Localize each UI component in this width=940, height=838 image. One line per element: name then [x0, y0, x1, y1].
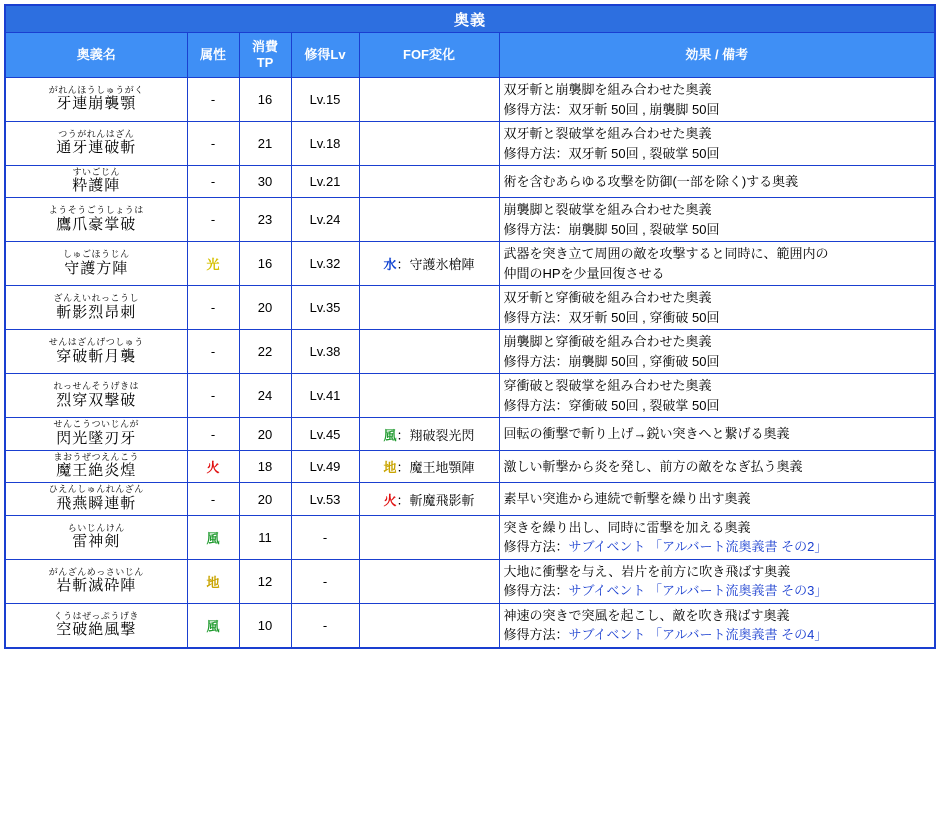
header-tp-line1: 消費: [251, 38, 278, 54]
effect-line: 修得方法：: [503, 627, 569, 643]
table-row: [5, 418, 935, 450]
effect-line: 突きを繰り出し、同時に雷撃を加える奥義: [503, 519, 751, 535]
skill-name-text: 岩斬滅砕陣: [56, 576, 137, 594]
fof-change-cell: [359, 166, 499, 198]
skill-name-text: 魔王絶炎煌: [56, 462, 137, 480]
fof-change-cell: [359, 78, 499, 122]
effect-line: 双牙斬と穿衝破を組み合わせた奥義: [503, 290, 712, 306]
fof-change-cell: [359, 418, 499, 450]
effect-cell: [499, 198, 935, 242]
effect-line: 崩襲脚と穿衝破を組み合わせた奥義: [503, 334, 712, 350]
table-header-row: [5, 33, 935, 78]
skill-name-ruby: れっせんそうげきは: [53, 381, 139, 392]
attribute-cell: [187, 374, 239, 418]
effect-line: 素早い突進から連続で斬撃を繰り出す奥義: [503, 491, 751, 507]
attribute-value: -: [210, 426, 216, 442]
table-head: [5, 5, 935, 78]
effect-line: 修得方法：穿衝破 50回 , 裂破掌 50回: [503, 397, 720, 413]
fof-change-cell: [359, 198, 499, 242]
attribute-cell: [187, 418, 239, 450]
effect-line: 修得方法：双牙斬 50回 , 崩襲脚 50回: [503, 101, 720, 117]
table-row: [5, 603, 935, 648]
effect-line: 穿衝破と裂破掌を組み合わせた奥義: [503, 378, 712, 394]
learn-level-cell: Lv.15: [291, 78, 359, 122]
effect-line: 修得方法：崩襲脚 50回 , 裂破掌 50回: [503, 221, 720, 237]
skill-name-cell: [5, 559, 187, 603]
header-effect: 効果 / 備考: [499, 33, 935, 78]
table-row: [5, 374, 935, 418]
skill-name-ruby: くうはぜっぷうげき: [53, 610, 139, 621]
skill-table: [4, 4, 936, 649]
effect-line: 神速の突きで突風を起こし、敵を吹き飛ばす奥義: [503, 607, 790, 623]
fof-change-cell: [359, 603, 499, 648]
attribute-value: 火: [206, 460, 220, 476]
attribute-cell: [187, 483, 239, 515]
attribute-cell: [187, 78, 239, 122]
skill-name-text: 守護方陣: [64, 259, 129, 277]
tp-cost-cell: 20: [239, 286, 291, 330]
table-row: [5, 78, 935, 122]
skill-name-cell: [5, 450, 187, 482]
effect-cell: [499, 286, 935, 330]
effect-line: 修得方法：: [503, 583, 569, 599]
attribute-value: 光: [206, 257, 220, 273]
table-body: [5, 78, 935, 648]
attribute-cell: [187, 166, 239, 198]
table-title: 奥義: [5, 5, 935, 33]
skill-name-text: 通牙連破斬: [56, 139, 137, 157]
attribute-value: -: [210, 212, 216, 228]
effect-line: 修得方法：双牙斬 50回 , 穿衝破 50回: [503, 309, 720, 325]
effect-cell: [499, 450, 935, 482]
fof-change-cell: [359, 515, 499, 559]
skill-name-ruby: せんこうついじんが: [53, 419, 139, 430]
fof-change-cell: [359, 330, 499, 374]
skill-name-text: 閃光墜刃牙: [56, 429, 137, 447]
header-skill-name: 奥義名: [5, 33, 187, 78]
learn-level-cell: -: [291, 515, 359, 559]
skill-name-text: 飛燕瞬連斬: [56, 494, 137, 512]
attribute-value: 風: [206, 530, 220, 546]
effect-cell: [499, 166, 935, 198]
table-row: [5, 166, 935, 198]
tp-cost-cell: 16: [239, 242, 291, 286]
table-row: [5, 242, 935, 286]
skill-name-cell: [5, 122, 187, 166]
effect-cell: [499, 515, 935, 559]
effect-cell: [499, 122, 935, 166]
tp-cost-cell: 20: [239, 418, 291, 450]
skill-name-cell: [5, 418, 187, 450]
learn-level-cell: Lv.49: [291, 450, 359, 482]
skill-name-ruby: ひえんしゅんれんざん: [48, 484, 144, 495]
tp-cost-cell: 30: [239, 166, 291, 198]
learn-level-cell: Lv.35: [291, 286, 359, 330]
attribute-cell: [187, 330, 239, 374]
effect-line: 崩襲脚と裂破掌を組み合わせた奥義: [503, 202, 712, 218]
fof-change-cell: [359, 242, 499, 286]
tp-cost-cell: 11: [239, 515, 291, 559]
subevent-link[interactable]: サブイベント 「アルバート流奥義書 その2」: [568, 539, 828, 555]
table-row: [5, 559, 935, 603]
effect-line: 武器を突き立て周囲の敵を攻撃すると同時に、範囲内の: [503, 246, 829, 262]
effect-line: 大地に衝撃を与え、岩片を前方に吹き飛ばす奥義: [503, 563, 791, 579]
attribute-cell: [187, 286, 239, 330]
attribute-value: 地: [206, 574, 220, 590]
fof-change-cell: [359, 559, 499, 603]
learn-level-cell: Lv.53: [291, 483, 359, 515]
fof-change-cell: [359, 483, 499, 515]
skill-name-text: 粋護陣: [72, 177, 121, 195]
header-learn-level: 修得Lv: [291, 33, 359, 78]
effect-cell: [499, 330, 935, 374]
fof-attribute: 地: [383, 460, 397, 476]
learn-level-cell: Lv.45: [291, 418, 359, 450]
learn-level-cell: Lv.41: [291, 374, 359, 418]
subevent-link[interactable]: サブイベント 「アルバート流奥義書 その4」: [568, 627, 828, 643]
skill-name-cell: [5, 483, 187, 515]
tp-cost-cell: 12: [239, 559, 291, 603]
learn-level-cell: Lv.21: [291, 166, 359, 198]
attribute-cell: [187, 450, 239, 482]
table-row: [5, 330, 935, 374]
fof-skill-name: ：魔王地顎陣: [396, 460, 475, 476]
fof-change-cell: [359, 122, 499, 166]
skill-name-cell: [5, 198, 187, 242]
effect-line: 仲間のHPを少量回復させる: [503, 265, 665, 281]
skill-name-ruby: がれんほうしゅうがく: [48, 84, 144, 95]
skill-name-cell: [5, 603, 187, 648]
effect-cell: [499, 483, 935, 515]
effect-line: 激しい斬撃から炎を発し、前方の敵をなぎ払う奥義: [503, 458, 803, 474]
skill-name-ruby: ようそうごうしょうは: [48, 205, 144, 216]
tp-cost-cell: 16: [239, 78, 291, 122]
attribute-value: -: [210, 344, 216, 360]
learn-level-cell: Lv.18: [291, 122, 359, 166]
effect-cell: [499, 374, 935, 418]
effect-line: 双牙斬と崩襲脚を組み合わせた奥義: [503, 82, 712, 97]
attribute-value: -: [210, 491, 216, 507]
learn-level-cell: -: [291, 559, 359, 603]
skill-name-text: 鷹爪豪掌破: [56, 215, 137, 233]
skill-name-cell: [5, 242, 187, 286]
effect-cell: [499, 603, 935, 648]
effect-cell: [499, 418, 935, 450]
effect-cell: [499, 78, 935, 122]
learn-level-cell: Lv.24: [291, 198, 359, 242]
tp-cost-cell: 23: [239, 198, 291, 242]
subevent-link[interactable]: サブイベント 「アルバート流奥義書 その3」: [568, 583, 828, 599]
attribute-value: -: [210, 300, 216, 316]
effect-line: 双牙斬と裂破掌を組み合わせた奥義: [503, 126, 712, 141]
header-attribute: 属性: [187, 33, 239, 78]
skill-name-cell: [5, 286, 187, 330]
fof-attribute: 風: [383, 427, 397, 443]
attribute-value: -: [210, 136, 216, 151]
skill-name-text: 空破絶風撃: [56, 620, 137, 638]
effect-line: 修得方法：: [503, 539, 569, 555]
skill-name-cell: [5, 374, 187, 418]
fof-skill-name: ：斬魔飛影斬: [396, 492, 475, 508]
attribute-cell: [187, 122, 239, 166]
fof-attribute: 火: [383, 492, 397, 508]
skill-name-text: 牙連崩襲顎: [56, 95, 137, 113]
effect-cell: [499, 559, 935, 603]
fof-skill-name: ：守護氷槍陣: [396, 257, 475, 273]
attribute-value: -: [210, 388, 216, 404]
skill-name-cell: [5, 330, 187, 374]
table-row: [5, 286, 935, 330]
attribute-cell: [187, 559, 239, 603]
attribute-cell: [187, 515, 239, 559]
tp-cost-cell: 24: [239, 374, 291, 418]
tp-cost-cell: 10: [239, 603, 291, 648]
fof-change-cell: [359, 374, 499, 418]
attribute-value: -: [210, 92, 216, 107]
skill-name-ruby: せんはざんげつしゅう: [48, 337, 144, 348]
skill-name-ruby: らいじんけん: [67, 522, 125, 533]
skill-name-ruby: しゅごほうじん: [62, 249, 130, 260]
effect-line: 術を含むあらゆる攻撃を防御(一部を除く)する奥義: [503, 173, 799, 189]
skill-name-cell: [5, 515, 187, 559]
skill-name-ruby: すいごじん: [72, 167, 120, 177]
learn-level-cell: Lv.38: [291, 330, 359, 374]
fof-attribute: 水: [383, 257, 397, 273]
table-row: [5, 450, 935, 482]
table-row: [5, 198, 935, 242]
tp-cost-cell: 18: [239, 450, 291, 482]
fof-skill-name: ：翔破裂光閃: [396, 427, 475, 443]
tp-cost-cell: 22: [239, 330, 291, 374]
skill-name-text: 穿破斬月襲: [56, 347, 137, 365]
skill-name-ruby: つうがれんはざん: [58, 128, 135, 139]
tp-cost-cell: 21: [239, 122, 291, 166]
skill-name-ruby: がんざんめっさいじん: [48, 566, 144, 577]
effect-cell: [499, 242, 935, 286]
fof-change-cell: [359, 286, 499, 330]
skill-name-cell: [5, 78, 187, 122]
attribute-value: 風: [206, 618, 220, 634]
learn-level-cell: -: [291, 603, 359, 648]
table-row: [5, 483, 935, 515]
header-tp-cost: [239, 33, 291, 78]
table-row: [5, 122, 935, 166]
effect-line: 修得方法：双牙斬 50回 , 裂破掌 50回: [503, 145, 720, 161]
skill-name-cell: [5, 166, 187, 198]
skill-name-ruby: まおうぜつえんこう: [53, 451, 139, 462]
effect-line: 回転の衝撃で斬り上げ→鋭い突きへと繋げる奥義: [503, 426, 790, 442]
attribute-cell: [187, 603, 239, 648]
table-title-row: [5, 5, 935, 33]
attribute-cell: [187, 198, 239, 242]
header-fof-change: FOF変化: [359, 33, 499, 78]
tp-cost-cell: 20: [239, 483, 291, 515]
learn-level-cell: Lv.32: [291, 242, 359, 286]
skill-name-text: 斬影烈昂刺: [56, 303, 137, 321]
header-tp-line2: TP: [256, 55, 274, 70]
table-row: [5, 515, 935, 559]
attribute-cell: [187, 242, 239, 286]
fof-change-cell: [359, 450, 499, 482]
attribute-value: -: [210, 174, 216, 190]
skill-name-ruby: ざんえいれっこうし: [53, 293, 139, 304]
effect-line: 修得方法：崩襲脚 50回 , 穿衝破 50回: [503, 353, 720, 369]
skill-name-text: 雷神剣: [72, 532, 121, 550]
skill-name-text: 烈穿双撃破: [56, 391, 137, 409]
